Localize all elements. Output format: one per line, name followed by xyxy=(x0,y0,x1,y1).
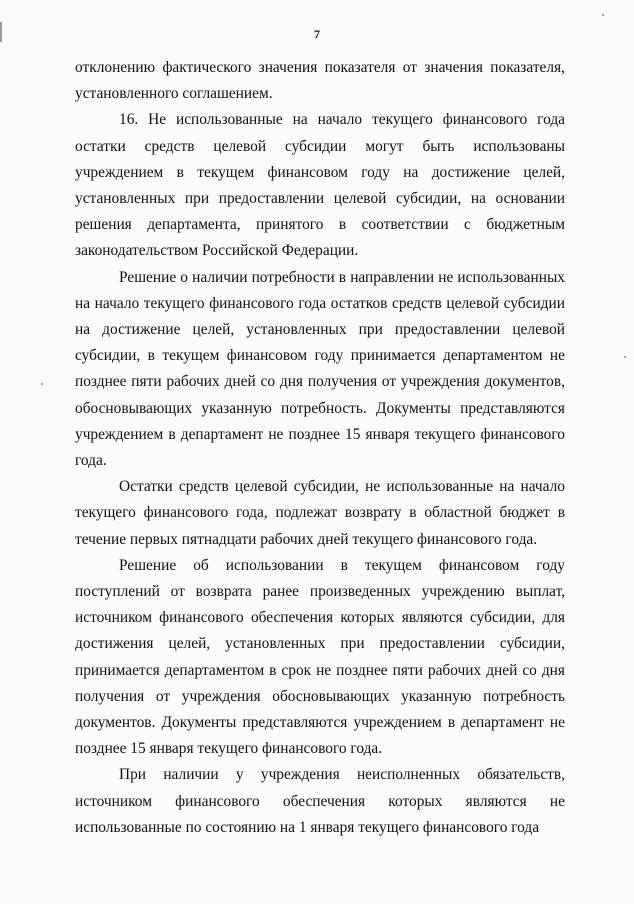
document-body xyxy=(75,55,565,841)
paragraph-item-16: 16. Не использованные на начало текущего финансового года остатки средств целевой субсидии могут быть использованы учреждением в текущем финансовом году на достижение целей, установленных при предоставлении целевой субсидии, на основании решения департамента, принятого в соответствии с бюджетным законодательством Российской Федерации. xyxy=(75,111,565,260)
paragraph-obligations: При наличии у учреждения неисполненных обязательств, источником финансового обеспечения которых являются не использованные по состоянию на 1 января текущего финансового года xyxy=(75,766,565,836)
scan-speck xyxy=(624,356,626,358)
scan-speck xyxy=(602,14,604,16)
paragraph-continuation: отклонению фактического значения показателя от значения показателя, установленного соглашением. xyxy=(75,59,565,103)
paragraph-decision-need: Решение о наличии потребности в направлении не использованных на начало текущего финансового года остатков средств целевой субсидии на достижение целей, установленных при предоставлении целевой субсидии, в текущем финансовом году принимается департаментом не позднее пяти рабочих дней со дня получения от учреждения документов, обосновывающих указанную потребность. Документы представляются учреждением в департамент не позднее 15 января текущего финансового года. xyxy=(75,268,565,470)
paragraph-remainders-return: Остатки средств целевой субсидии, не использованные на начало текущего финансового года, подлежат возврату в областной бюджет в течение первых пятнадцати рабочих дней текущего финансового года. xyxy=(75,478,565,548)
scan-speck xyxy=(41,383,43,385)
paragraph-decision-use: Решение об использовании в текущем финансовом году поступлений от возврата ранее произведенных учреждению выплат, источником финансового обеспечения которых являются субсидии, для достижения целей, установленных при предоставлении субсидии, принимается департаментом в срок не позднее пяти рабочих дней со дня получения от учреждения обосновывающих указанную потребность документов. Документы представляются учреждением в департамент не позднее 15 января текущего финансового года. xyxy=(75,556,565,758)
page-number: 7 xyxy=(314,27,320,41)
